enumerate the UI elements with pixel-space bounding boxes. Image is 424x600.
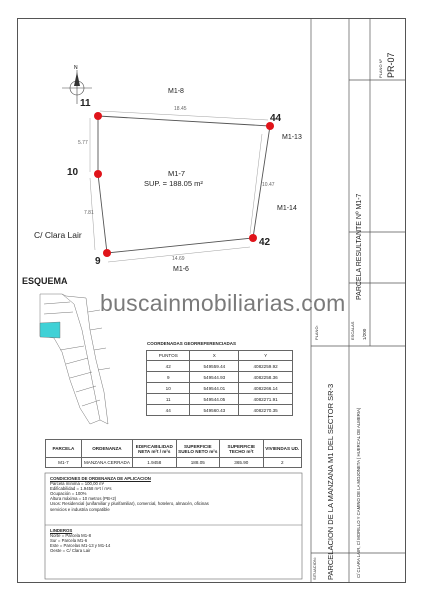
- linderos-title: LINDEROS: [50, 528, 73, 533]
- sketch-title: ESQUEMA: [22, 276, 68, 286]
- parameters-table: [45, 439, 302, 468]
- coord-point: 11: [147, 394, 190, 405]
- coord-point: 10: [147, 383, 190, 394]
- param-parcela: M1-7: [46, 458, 82, 468]
- vertex-11-marker: [94, 112, 102, 120]
- params-header-techo: SUPERFICIE TECHO m²t: [220, 440, 264, 458]
- coord-x: 549559.44: [190, 361, 239, 372]
- coord-y: 4082270.35: [239, 405, 293, 416]
- condition-line: Parcela mínima = 100,00 m²: [50, 481, 105, 487]
- coords-table: [146, 350, 293, 416]
- table-row: [147, 372, 293, 383]
- linderos-block: [50, 528, 250, 553]
- plano-number-value: PR-07: [386, 52, 396, 78]
- drawing-title: PARCELA RESULTANTE Nº M1-7: [356, 193, 363, 300]
- lindero-line: Este = Parcelas M1-13 y M1-14: [50, 543, 111, 549]
- dim-top: 18.45: [174, 106, 187, 112]
- lindero-line: Norte = Parcela M1-8: [50, 533, 91, 539]
- param-ordenanza: MANZANA CERRADA: [81, 458, 132, 468]
- street-label: C/ Clara Lair: [34, 230, 82, 240]
- vertex-44-label: 44: [270, 113, 282, 124]
- table-row: [147, 394, 293, 405]
- coord-y: 4082258.36: [239, 372, 293, 383]
- vertex-9-label: 9: [95, 256, 101, 267]
- param-suelo: 188.05: [176, 458, 220, 468]
- neighbor-east-label: M1-14: [277, 205, 297, 212]
- conditions-title: CONDICIONES DE ORDENANZA DE APLICACION: [50, 476, 151, 481]
- dim-left-top: 5.77: [78, 140, 88, 146]
- neighbor-north-label: M1-8: [168, 88, 184, 95]
- coords-header-row: [147, 351, 293, 361]
- params-header-edificabilidad: EDIFICABILIDAD NETA m²t / m²s: [133, 440, 177, 458]
- params-header-ordenanza: ORDENANZA: [81, 440, 132, 458]
- params-header-row: [46, 440, 302, 458]
- table-row: [147, 383, 293, 394]
- coord-x: 549544.05: [190, 394, 239, 405]
- coord-point: 42: [147, 361, 190, 372]
- coords-header-points: PUNTOS: [147, 351, 190, 361]
- plano-field-label: PLANO:: [314, 325, 319, 340]
- sketch-highlight-m1-7: [40, 322, 60, 338]
- coords-header-y: Y: [239, 351, 293, 361]
- condition-line: Altura máxima = 10 metros (PB+2): [50, 496, 117, 502]
- dim-left-bottom: 7.81: [84, 210, 94, 216]
- coord-y: 4082266.14: [239, 383, 293, 394]
- neighbor-south-label: M1-6: [173, 266, 189, 273]
- dim-right: 10.47: [262, 182, 275, 188]
- vertex-42-marker: [249, 234, 257, 242]
- table-row: [147, 361, 293, 372]
- vertex-42-label: 42: [259, 237, 271, 248]
- vertex-10-marker: [94, 170, 102, 178]
- coord-point: 44: [147, 405, 190, 416]
- situacion-text: C/ CLARA LAIR, C/ MORILLO Y CAMINO DE LA MOJONETA ( HUERCAL DE ALMERIA): [356, 407, 361, 578]
- neighbor-east-top-label: M1-13: [282, 134, 302, 141]
- dim-bottom: 14.69: [172, 256, 185, 262]
- params-header-suelo: SUPERFICIE SUELO NETO m²s: [176, 440, 220, 458]
- vertex-10-label: 10: [67, 167, 79, 178]
- condition-line: Edificabilidad = 1.9458 m²t / m²s: [50, 486, 112, 492]
- svg-text:N: N: [74, 65, 78, 71]
- lindero-line: Oeste = C/ Clara Lair: [50, 548, 91, 554]
- plot-center-label: M1-7: [168, 169, 186, 178]
- params-header-parcela: PARCELA: [46, 440, 82, 458]
- table-row: [46, 458, 302, 468]
- param-techo: 365.90: [220, 458, 264, 468]
- plot-area-label: SUP. = 188.05 m²: [144, 179, 203, 188]
- condition-line: Ocupación = 100%: [50, 491, 87, 497]
- coord-y: 4082271.91: [239, 394, 293, 405]
- condition-line: Usos: Residencial (unifamiliar y plurifamiliar), comercial, hotelero, almacén, oficinas: [50, 501, 209, 507]
- coord-x: 549544.93: [190, 372, 239, 383]
- coords-header-x: X: [190, 351, 239, 361]
- vertex-11-label: 11: [80, 98, 91, 109]
- param-viviendas: 2: [263, 458, 301, 468]
- project-title: PARCELACION DE LA MANZANA M1 DEL SECTOR SR-3: [326, 383, 335, 580]
- conditions-block: [50, 476, 300, 512]
- plano-number-label: PLANO Nº: [378, 58, 383, 78]
- escala-value: 1/200: [362, 328, 367, 340]
- coord-y: 4082259.92: [239, 361, 293, 372]
- watermark-text: buscainmobiliarias.com: [100, 290, 346, 316]
- params-header-viviendas: VIVIENDAS UD.: [263, 440, 301, 458]
- coord-point: 9: [147, 372, 190, 383]
- situacion-label: SITUACION:: [312, 557, 317, 580]
- coord-x: 549544.01: [190, 383, 239, 394]
- lindero-line: Sur = Parcela M1-6: [50, 538, 88, 544]
- coord-x: 549560.43: [190, 405, 239, 416]
- coords-title: COORDENADAS GEORREFERENCIADAS: [147, 341, 237, 346]
- param-edificabilidad: 1.9458: [133, 458, 177, 468]
- escalas-label: ESCALAS: [350, 321, 355, 340]
- vertex-9-marker: [103, 249, 111, 257]
- condition-line: servicios e industria compatible: [50, 506, 110, 512]
- table-row: [147, 405, 293, 416]
